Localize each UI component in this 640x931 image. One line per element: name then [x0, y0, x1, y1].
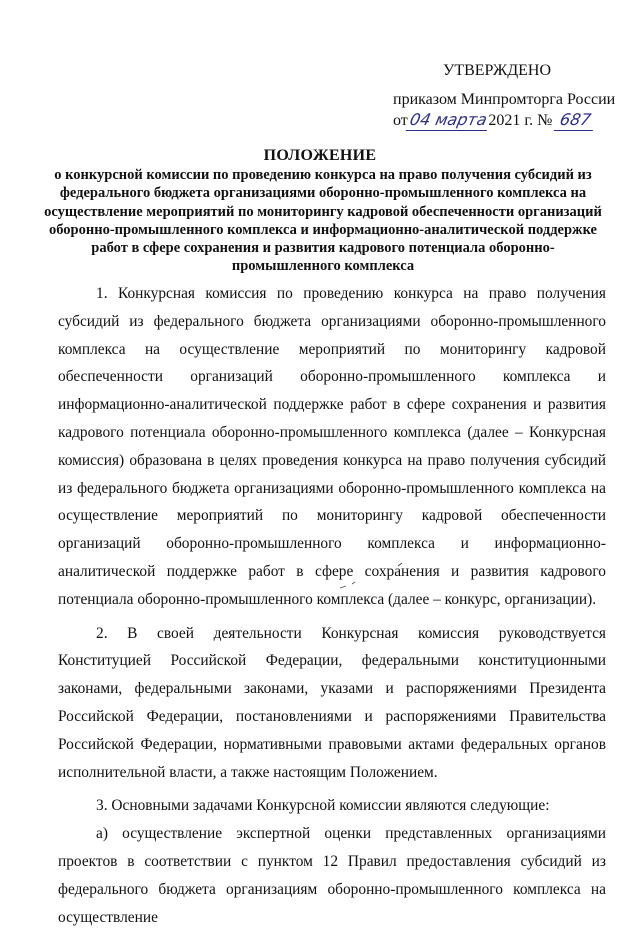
- paragraph-2: 2. В своей деятельности Конкурсная комиссия руководствуется Конституцией Российской Федерации, федеральными конституционными законами, федеральными законами, указами и распоряжениями Президента Российской Федерации, постановлениями и распоряжениями Правительства Российской Федерации, нормативными правовыми актами федеральных органов исполнительной власти, а также настоящим Положением.: [58, 624, 606, 781]
- order-date-line: [393, 110, 615, 131]
- approval-order-reference: [393, 90, 615, 131]
- paragraph-1: 1. Конкурсная комиссия по проведению конкурса на право получения субсидий из федерального бюджета организациями оборонно-промышленного комплекса на осуществление мероприятий по мониторингу кадровой обеспеченности организаций оборонно-промышленного комплекса и информационно-аналитической поддержке работ в сфере сохранения и развития кадрового потенциала оборонно-промышленного комплекса (далее – Конкурсная комиссия) образована в целях проведения конкурса на право получения субсидий из федерального бюджета организациями оборонно-промышленного комплекса на осуществление мероприятий по мониторингу кадровой обеспеченности организаций оборонно-промышленного комплекса и информационно-аналитической поддержке работ в сфере сохранения и развития кадрового потенциала оборонно-промышленного комплекса (далее – конкурс, организации).: [58, 285, 606, 608]
- document-title: ПОЛОЖЕНИЕ: [263, 147, 377, 164]
- document-body: [58, 280, 606, 931]
- handwritten-order-number: 687: [554, 110, 597, 131]
- document-subtitle: о конкурсной комиссии по проведению конкурса на право получения субсидий из федерального бюджета организациями оборонно-промышленного комплекса на осуществление мероприятий по мониторингу кадровой обеспеченности организаций оборонно-промышленного комплекса и информационно-аналитической поддержке работ в сфере сохранения и развития кадрового потенциала оборонно-промышленного комплекса: [44, 167, 602, 275]
- paragraph-3: 3. Основными задачами Конкурсной комиссии являются следующие:: [96, 797, 550, 815]
- approval-stamp-title: УТВЕРЖДЕНО: [443, 62, 552, 79]
- order-date-prefix: от: [393, 112, 408, 129]
- paragraph-3a: а) осуществление экспертной оценки представленных организациями проектов в соответствии с пунктом 12 Правил предоставления субсидий из федерального бюджета организациям оборонно-промышленного комплекса на осуществление: [58, 825, 606, 926]
- order-year-and-number-label: 2021 г. №: [488, 112, 553, 129]
- order-issuer: приказом Минпромторга России: [393, 91, 616, 108]
- handwritten-order-date: 04 марта: [406, 110, 491, 131]
